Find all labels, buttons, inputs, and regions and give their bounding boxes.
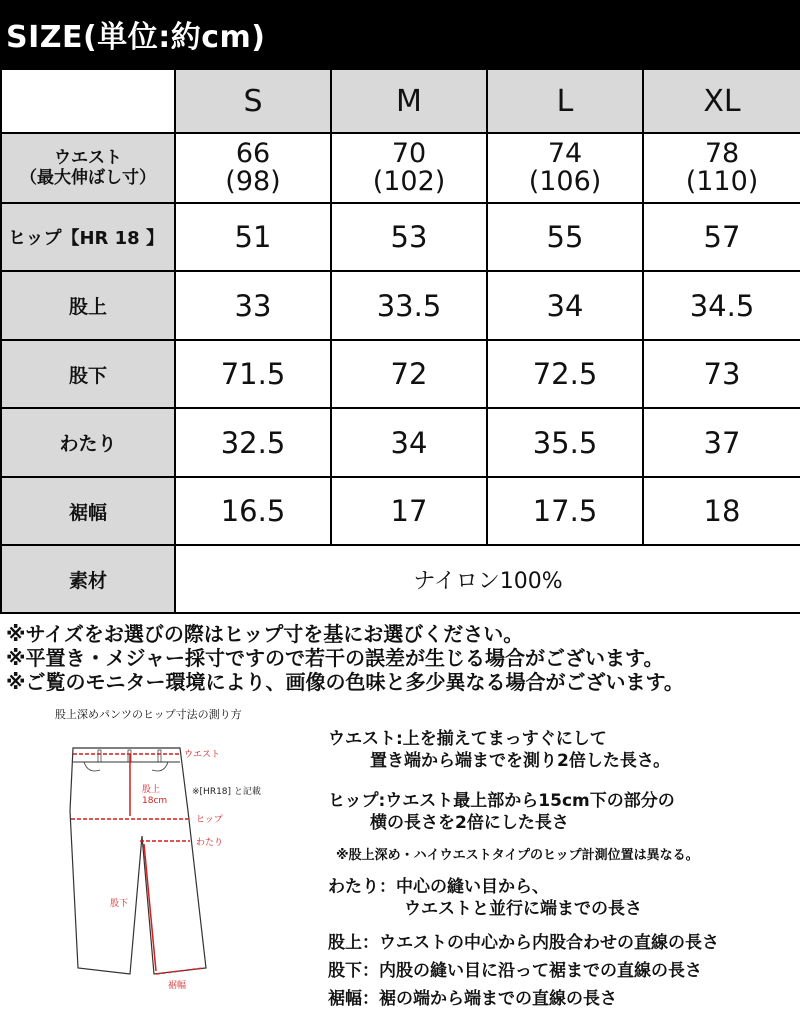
size-header-l: L xyxy=(487,69,643,133)
table-cell: 72 xyxy=(331,340,487,408)
table-row-inseam xyxy=(1,340,800,408)
row-label-rise: 股上 xyxy=(1,271,175,340)
table-cell: 34 xyxy=(331,408,487,477)
table-cell: 66 (98) xyxy=(175,133,331,203)
table-cell: 37 xyxy=(643,408,800,477)
table-cell: 35.5 xyxy=(487,408,643,477)
header-row xyxy=(1,69,800,133)
size-header-m: M xyxy=(331,69,487,133)
size-header-xl: XL xyxy=(643,69,800,133)
explanation-hem: 裾幅：裾の端から端までの直線の長さ xyxy=(328,989,617,1009)
pants-illustration xyxy=(28,706,308,1026)
table-cell: 17 xyxy=(331,477,487,545)
corner-cell xyxy=(1,69,175,133)
material-value: ナイロン100% xyxy=(175,545,800,613)
hip-label: ヒップ xyxy=(196,815,223,825)
hem-label: 裾幅 xyxy=(168,981,187,991)
measurement-diagram xyxy=(28,706,308,1026)
waist-label: ウエスト xyxy=(184,750,221,760)
row-label-waist: ウエスト （最大伸ばし寸） xyxy=(1,133,175,203)
table-cell: 32.5 xyxy=(175,408,331,477)
diagram-title: 股上深めパンツのヒップ寸法の測り方 xyxy=(55,708,242,721)
table-row-thigh xyxy=(1,408,800,477)
size-header-s: S xyxy=(175,69,331,133)
rise-label-b: 18cm xyxy=(142,796,168,806)
explanation-waist: ウエスト:上を揃えてまっすぐにして 置き端から端までを測り2倍した長さ。 xyxy=(328,729,671,771)
explanation-hip-note: ※股上深め・ハイウエストタイプのヒップ計測位置は異なる。 xyxy=(336,848,699,863)
table-cell: 71.5 xyxy=(175,340,331,408)
table-cell: 34.5 xyxy=(643,271,800,340)
table-cell: 17.5 xyxy=(487,477,643,545)
pants-outline xyxy=(70,748,206,974)
inseam-label: 股下 xyxy=(110,899,129,909)
table-cell: 73 xyxy=(643,340,800,408)
table-row-rise xyxy=(1,271,800,340)
table-row-hip xyxy=(1,203,800,271)
hr-note: ※[HR18] と記載 xyxy=(192,787,261,797)
title-bar xyxy=(0,0,800,68)
table-cell: 34 xyxy=(487,271,643,340)
row-label-hip: ヒップ【HR 18 】 xyxy=(1,203,175,271)
row-label-hem: 裾幅 xyxy=(1,477,175,545)
explanation-hip: ヒップ:ウエスト最上部から15cm下の部分の 横の長さを2倍にした長さ xyxy=(328,791,675,833)
thigh-label: わたり xyxy=(196,838,224,848)
rise-label-a: 股上 xyxy=(142,785,161,795)
explanation-rise: 股上：ウエストの中心から内股合わせの直線の長さ xyxy=(328,933,719,953)
table-cell: 74 (106) xyxy=(487,133,643,203)
table-cell: 18 xyxy=(643,477,800,545)
row-label-material: 素材 xyxy=(1,545,175,613)
table-cell: 57 xyxy=(643,203,800,271)
explanation-inseam: 股下：内股の縫い目に沿って裾までの直線の長さ xyxy=(328,961,702,981)
table-cell: 78 (110) xyxy=(643,133,800,203)
table-cell: 53 xyxy=(331,203,487,271)
note-line: ※ご覧のモニター環境により、画像の色味と多少異なる場合がございます。 xyxy=(6,670,684,694)
table-row-material xyxy=(1,545,800,613)
row-label-inseam: 股下 xyxy=(1,340,175,408)
explanation-thigh: わたり：中心の縫い目から、 ウエストと並行に端までの長さ xyxy=(328,877,642,919)
table-cell: 70 (102) xyxy=(331,133,487,203)
table-cell: 55 xyxy=(487,203,643,271)
table-cell: 51 xyxy=(175,203,331,271)
table-row-hem xyxy=(1,477,800,545)
note-line: ※サイズをお選びの際はヒップ寸を基にお選びください。 xyxy=(6,622,524,646)
note-line: ※平置き・メジャー採寸ですので若干の誤差が生じる場合がございます。 xyxy=(6,646,664,670)
table-row-waist xyxy=(1,133,800,203)
notes xyxy=(6,622,684,694)
table-cell: 16.5 xyxy=(175,477,331,545)
table-cell: 72.5 xyxy=(487,340,643,408)
page-title: SIZE(単位:約cm) xyxy=(6,20,266,55)
table-cell: 33 xyxy=(175,271,331,340)
table-cell: 33.5 xyxy=(331,271,487,340)
size-table xyxy=(0,68,800,614)
row-label-thigh: わたり xyxy=(1,408,175,477)
